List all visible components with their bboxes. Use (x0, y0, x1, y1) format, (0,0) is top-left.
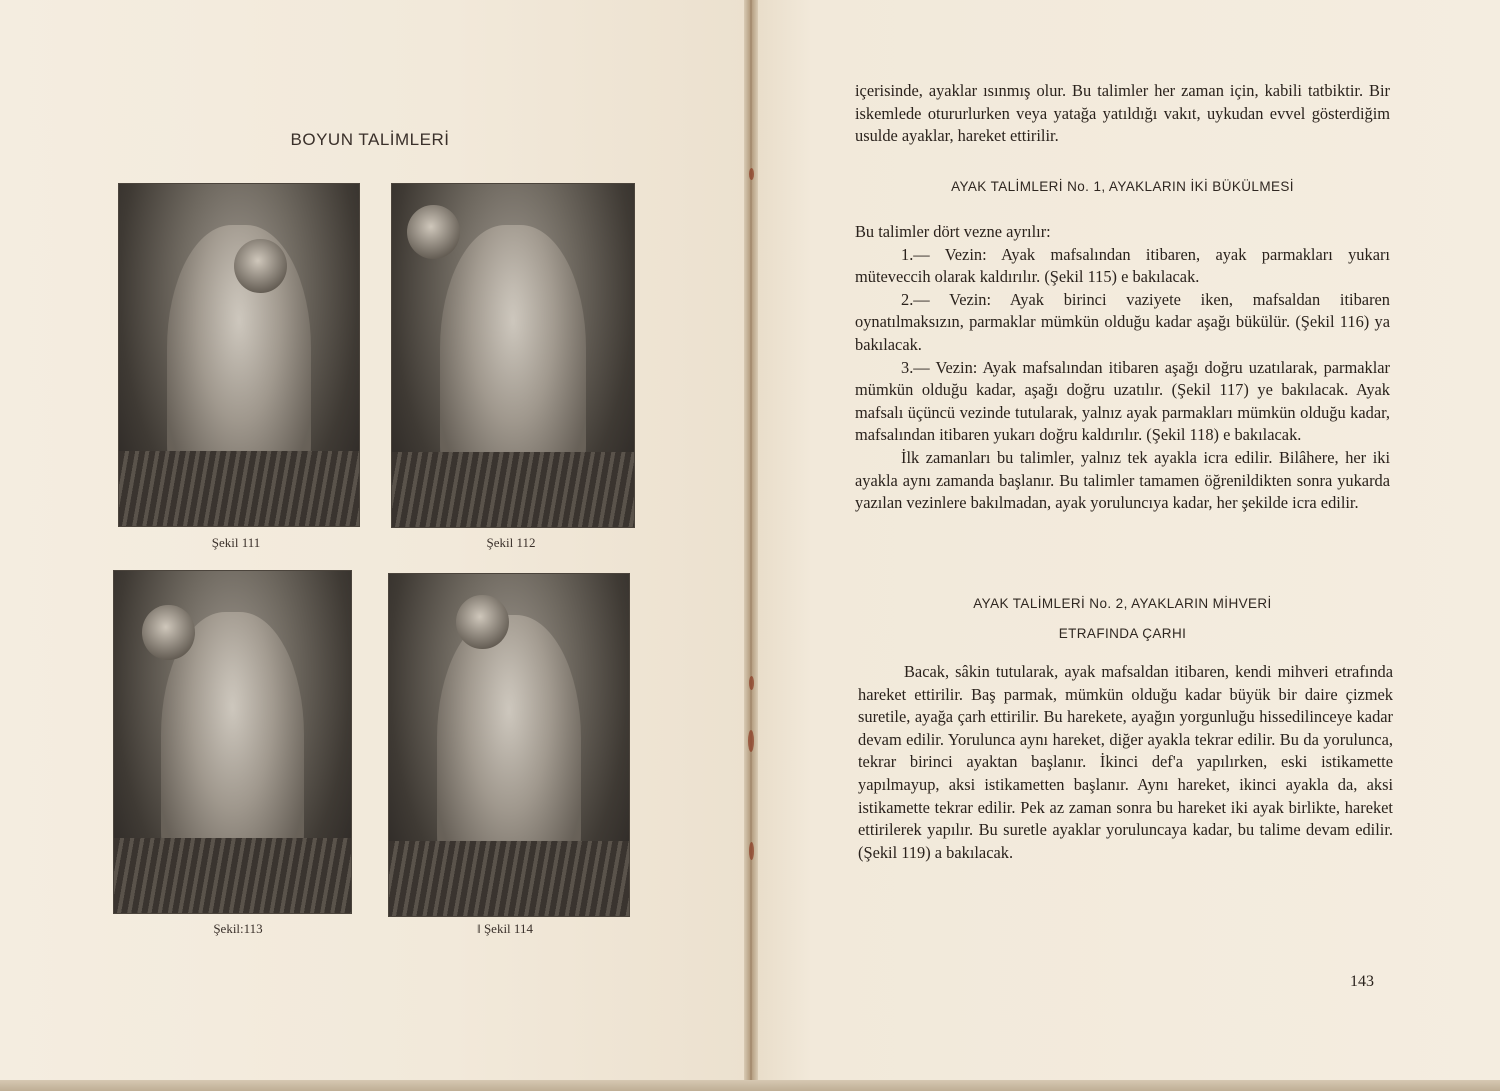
right-page (752, 0, 1500, 1091)
figure-112-caption: Şekil 112 (486, 535, 536, 550)
section1-step-2: 2.— Vezin: Ayak birinci vaziyete iken, mafsaldan itibaren oynatılmaksızın, parmaklar mümkün olduğu kadar aşağı bükülür. (Şekil 116) ya bakılacak. (855, 289, 1390, 354)
figure-head (456, 595, 509, 650)
figure-111-photo (118, 183, 360, 527)
figure-seat (389, 841, 629, 916)
figure-114-photo (388, 573, 630, 917)
section2-body (858, 661, 1393, 864)
figure-112-photo (391, 183, 635, 528)
left-page (0, 0, 748, 1091)
section2-heading-line1: AYAK TALİMLERİ No. 2, AYAKLARIN MİHVERİ (973, 596, 1272, 611)
section1-step-1: 1.— Vezin: Ayak mafsalından itibaren, ayak parmakları yukarı müteveccih olarak kaldırılır. (Şekil 115) e bakılacak. (855, 244, 1390, 287)
figure-seat (114, 838, 351, 913)
intro-text: içerisinde, ayaklar ısınmış olur. Bu talimler her zaman için, kabili tatbiktir. Bir iskemlede otururlurken veya yatağa yatıldığı vakıt, uykudan evvel gösterdiğim usulde ayaklar, hareket ettirilir. (855, 81, 1390, 146)
page-number: 143 (1350, 973, 1374, 990)
figure-head (142, 605, 194, 660)
figure-113-caption: Şekil:113 (213, 921, 263, 936)
intro-paragraph (855, 80, 1390, 148)
section2-heading-line2: ETRAFINDA ÇARHI (1058, 626, 1187, 641)
page-bottom-edge (0, 1080, 1500, 1091)
figure-head (407, 205, 460, 260)
gutter-stain (749, 842, 754, 860)
figure-head (234, 239, 287, 294)
section1-body (855, 221, 1390, 515)
section1-lead: Bu talimler dört vezne ayrılır: (855, 222, 1051, 241)
section2-paragraph: Bacak, sâkin tutularak, ayak mafsaldan itibaren, kendi mihveri etrafında hareket ettirilir. Baş parmak, mümkün olduğu kadar büyük bir daire çizmek suretile, ayağa çarh ettirilir. Bu harekete, ayağın yorgunluğu hissedilinceye kadar devam edilir. Yorulunca aynı hareket, diğer ayakla tekrar edilir. Bu da yorulunca, tekrar birinci ayaktan başlanır. İkinci def'a yapılırken, eski istikamette yapılmayup, aksi istikametten başlanır. Aynı hareket, ikinci ayakla da, aksi istikamette tekrar edilir. Pek az zaman sonra bu hareket iki ayak birlikte, hareket ettirilerek yapılır. Bu suretle ayaklar yoruluncaya kadar, bu talime devam edilir. (Şekil 119) a bakılacak. (858, 662, 1393, 862)
section1-step-3: 3.— Vezin: Ayak mafsalından itibaren aşağı doğru uzatılarak, parmaklar mümkün olduğu kadar, aşağı doğru uzatılır. (Şekil 117) ye bakılacak. Ayak mafsalı üçüncü vezinde tutularak, yalnız ayak parmakları mümkün olduğu kadar, mafsalından itibaren yukarı doğru kaldırılır. (Şekil 118) e bakılacak. (855, 357, 1390, 445)
figure-seat (119, 451, 359, 526)
section1-heading: AYAK TALİMLERİ No. 1, AYAKLARIN İKİ BÜKÜLMESİ (951, 179, 1294, 194)
book-gutter (744, 0, 758, 1091)
gutter-stain (749, 168, 754, 180)
figure-111-caption: Şekil 111 (211, 535, 261, 550)
section1-note: İlk zamanları bu talimler, yalnız tek ayakla icra edilir. Bilâhere, her iki ayakla aynı zamanda başlanır. Bu talimler tamamen öğrenildikten sonra yukarda yazılan vezinlere bakılmadan, ayak yoruluncıya kadar, her şekilde icra edilir. (855, 447, 1390, 513)
left-page-title: BOYUN TALİMLERİ (290, 130, 450, 149)
figure-114-caption: ‖ Şekil 114 (477, 921, 533, 936)
figure-113-photo (113, 570, 352, 914)
figure-seat (392, 452, 634, 527)
gutter-stain (749, 676, 754, 690)
gutter-stain (748, 730, 754, 752)
